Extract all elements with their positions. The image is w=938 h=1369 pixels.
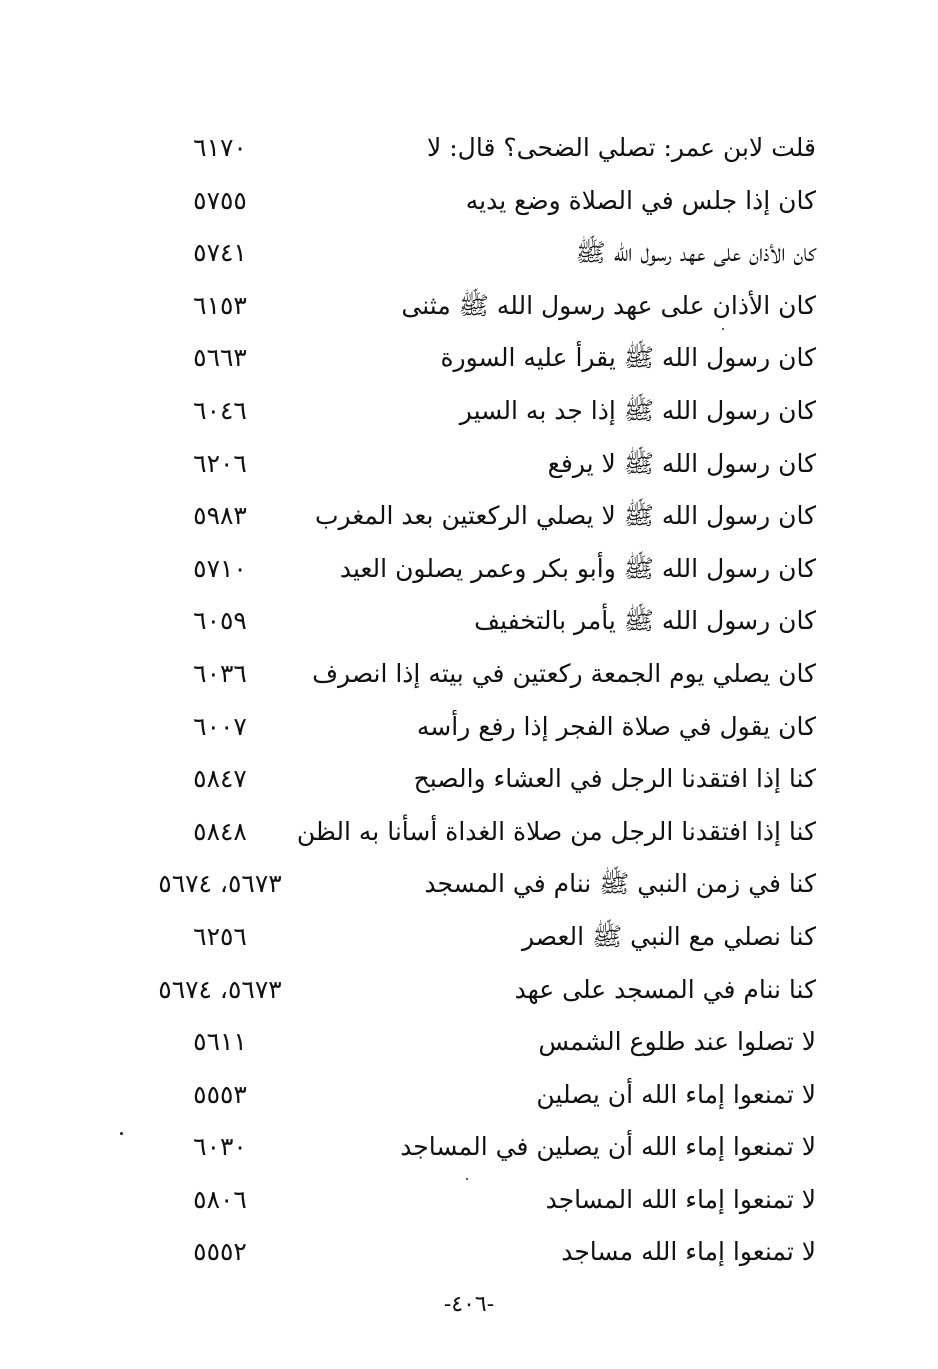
entry-text: كنا إذا افتقدنا الرجل في العشاء والصبح: [413, 764, 816, 794]
entry-ref: ٥٦٧٣، ٥٦٧٤: [158, 974, 282, 1004]
entry-ref: ٥٦٦٣: [193, 343, 247, 373]
index-entry: [0, 858, 938, 911]
entry-text: كان يصلي يوم الجمعة ركعتين في بيته إذا انصرف: [312, 658, 816, 688]
entry-text: كان إذا جلس في الصلاة وضع يديه: [465, 185, 816, 215]
entry-ref: ٥٩٨٣: [193, 501, 247, 531]
index-entry: [0, 175, 938, 228]
entry-text: قلت لابن عمر: تصلي الضحى؟ قال: لا: [427, 133, 816, 162]
entry-ref: ٦٠٠٧: [193, 711, 247, 741]
index-entry: [0, 595, 938, 648]
entry-ref: ٥٥٥٢: [193, 1237, 247, 1267]
entry-ref: ٦١٧٠: [193, 133, 247, 162]
scan-speck: [722, 328, 724, 330]
entry-text: كنا إذا افتقدنا الرجل من صلاة الغداة أسأنا به الظن: [296, 816, 816, 846]
entry-text: لا تمنعوا إماء الله المساجد: [545, 1184, 816, 1214]
entry-ref: ٦٢٥٦: [193, 921, 247, 951]
index-entry: [0, 1121, 938, 1174]
entry-text: كان الأذان على عهد رسول الله ﷺ: [575, 238, 816, 268]
entry-text: لا تمنعوا إماء الله أن يصلين في المساجد: [400, 1132, 816, 1162]
entry-text: كان رسول الله ﷺ يأمر بالتخفيف: [474, 606, 816, 636]
entry-text: كنا ننام في المسجد على عهد: [514, 974, 816, 1004]
entry-text: كان يقول في صلاة الفجر إذا رفع رأسه: [416, 711, 816, 741]
index-entry: [0, 1016, 938, 1069]
index-entry: [0, 543, 938, 596]
index-entry: [0, 1069, 938, 1122]
index-entry: [0, 753, 938, 806]
entry-text: كان رسول الله ﷺ لا يصلي الركعتين بعد المغرب: [315, 501, 816, 531]
index-entry: [0, 122, 938, 175]
entry-ref: ٦٢٠٦: [193, 448, 247, 478]
entry-ref: ٦٠٥٩: [193, 606, 247, 636]
index-entry: [0, 280, 938, 333]
entry-ref: ٦٠٣٠: [193, 1132, 247, 1162]
entry-ref: ٥٧٤١: [193, 238, 247, 268]
entry-text: كان رسول الله ﷺ يقرأ عليه السورة: [440, 343, 816, 373]
entry-text: كان رسول الله ﷺ وأبو بكر وعمر يصلون العيد: [339, 553, 816, 583]
entry-ref: ٥٧١٠: [193, 553, 247, 583]
entry-text: كان رسول الله ﷺ إذا جد به السير: [459, 395, 816, 425]
index-entry: [0, 911, 938, 964]
entry-text: لا تصلوا عند طلوع الشمس: [538, 1027, 816, 1057]
index-entry: [0, 385, 938, 438]
entry-ref: ٥٦٧٣، ٥٦٧٤: [158, 869, 282, 899]
index-entry: [0, 332, 938, 385]
index-entry: [0, 964, 938, 1017]
entry-ref: ٥٨٤٨: [193, 816, 247, 846]
index-list: [0, 122, 938, 1279]
entry-text: كان الأذان على عهد رسول الله ﷺ مثنى: [401, 290, 816, 320]
entry-ref: ٥٥٥٣: [193, 1079, 247, 1109]
entry-ref: ٦٠٣٦: [193, 658, 247, 688]
entry-text: كان رسول الله ﷺ لا يرفع: [547, 448, 816, 478]
index-entry: [0, 1174, 938, 1227]
index-entry: [0, 701, 938, 754]
entry-text: لا تمنعوا إماء الله مساجد: [561, 1237, 816, 1267]
index-entry: [0, 227, 938, 280]
scan-speck: [120, 1132, 123, 1135]
entry-ref: ٥٨٤٧: [193, 764, 247, 794]
index-entry: [0, 438, 938, 491]
entry-ref: ٥٧٥٥: [193, 185, 247, 215]
page-number: -٤٠٦-: [443, 1292, 495, 1317]
entry-text: لا تمنعوا إماء الله أن يصلين: [536, 1079, 816, 1109]
index-entry: [0, 648, 938, 701]
index-entry: [0, 806, 938, 859]
entry-ref: ٥٦١١: [193, 1027, 247, 1057]
entry-ref: ٦١٥٣: [193, 290, 247, 320]
entry-text: كنا في زمن النبي ﷺ ننام في المسجد: [424, 869, 816, 899]
index-entry: [0, 490, 938, 543]
entry-ref: ٥٨٠٦: [193, 1184, 247, 1214]
index-entry: [0, 1226, 938, 1279]
entry-ref: ٦٠٤٦: [193, 395, 247, 425]
scan-speck: [466, 1178, 468, 1180]
entry-text: كنا نصلي مع النبي ﷺ العصر: [521, 921, 816, 951]
